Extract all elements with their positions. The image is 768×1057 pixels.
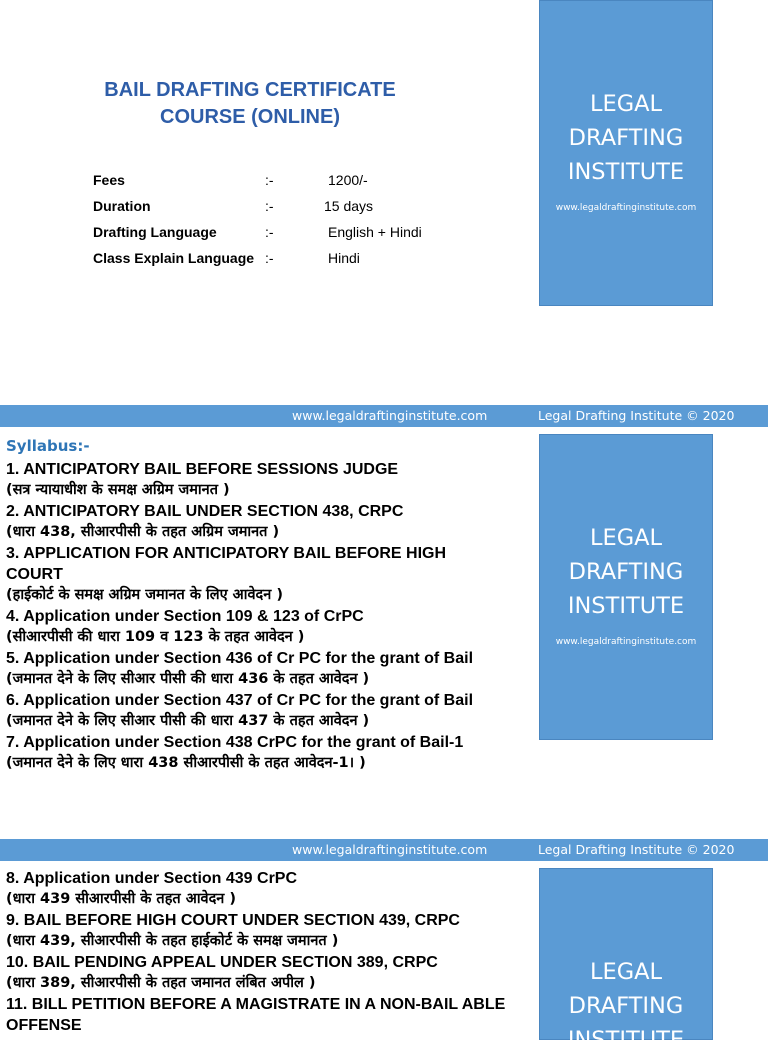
syllabus-list xyxy=(6,868,531,1036)
footer-bar xyxy=(0,839,768,861)
list-item: 8. Application under Section 439 CrPC (धारा 439 सीआरपीसी के तहत आवेदन ) xyxy=(6,870,298,907)
institute-name: LEGAL DRAFTING INSTITUTE xyxy=(567,91,685,185)
footer-bar xyxy=(0,405,768,427)
footer-url-link[interactable]: www.legaldraftinginstitute.com xyxy=(292,408,488,423)
institute-name: LEGAL DRAFTING INSTITUTE xyxy=(567,525,685,619)
footer-copyright: Legal Drafting Institute © 2020 xyxy=(538,408,735,423)
footer-copyright: Legal Drafting Institute © 2020 xyxy=(538,842,735,857)
list-item: 9. BAIL BEFORE HIGH COURT UNDER SECTION 439, CRPC (धारा 439, सीआरपीसी के तहत हाईकोर्ट के समक्ष जमानत ) xyxy=(6,912,460,949)
syllabus-heading: Syllabus:- xyxy=(6,437,90,455)
slide-syllabus-1 xyxy=(0,434,768,836)
list-item: 11. BILL PETITION BEFORE A MAGISTRATE IN A NON-BAIL ABLE OFFENSE xyxy=(6,996,506,1034)
slide-syllabus-2 xyxy=(0,868,768,1053)
syllabus-list xyxy=(6,459,531,774)
institute-panel xyxy=(539,434,713,740)
institute-website[interactable]: www.legaldraftinginstitute.com xyxy=(555,203,697,213)
list-item: 3. APPLICATION FOR ANTICIPATORY BAIL BEFORE HIGH COURT (हाईकोर्ट के समक्ष अग्रिम जमानत के लिए आवेदन ) xyxy=(6,545,447,603)
course-title: BAIL DRAFTING CERTIFICATE COURSE (ONLINE) xyxy=(104,79,396,128)
list-item: 1. ANTICIPATORY BAIL BEFORE SESSIONS JUDGE (सत्र न्यायाधीश के समक्ष अग्रिम जमानत ) xyxy=(6,461,399,498)
slide-course-info: BAIL DRAFTING CERTIFICATE COURSE (ONLINE) Fees :- 1200/- Duration :- 15 days Drafting Language :- English + Hindi Class Explain Language :- Hindi LEGAL DRAFTING INSTITUTE www.legaldraftinginstitute.com xyxy=(0,0,768,402)
institute-panel xyxy=(539,0,713,306)
institute-website[interactable]: www.legaldraftinginstitute.com xyxy=(555,637,697,647)
list-item: 10. BAIL PENDING APPEAL UNDER SECTION 389, CRPC (धारा 389, सीआरपीसी के तहत जमानत लंबित अपील ) xyxy=(6,954,438,991)
list-item: 4. Application under Section 109 & 123 of CrPC (सीआरपीसी की धारा 109 व 123 के तहत आवेदन ) xyxy=(6,608,364,645)
list-item: 6. Application under Section 437 of Cr PC for the grant of Bail (जमानत देने के लिए सीआर पीसी की धारा 437 के तहत आवेदन ) xyxy=(6,692,474,729)
footer-url-link[interactable]: www.legaldraftinginstitute.com xyxy=(292,842,488,857)
list-item: 2. ANTICIPATORY BAIL UNDER SECTION 438, CRPC (धारा 438, सीआरपीसी के तहत अग्रिम जमानत ) xyxy=(6,503,404,540)
institute-name: LEGAL DRAFTING INSTITUTE xyxy=(567,959,685,1053)
institute-panel xyxy=(539,868,713,1053)
list-item: 5. Application under Section 436 of Cr PC for the grant of Bail (जमानत देने के लिए सीआर पीसी की धारा 436 के तहत आवेदन ) xyxy=(6,650,474,687)
list-item: 7. Application under Section 438 CrPC for the grant of Bail-1 (जमानत देने के लिए धारा 438 सीआरपीसी के तहत आवेदन-1। ) xyxy=(6,734,464,771)
